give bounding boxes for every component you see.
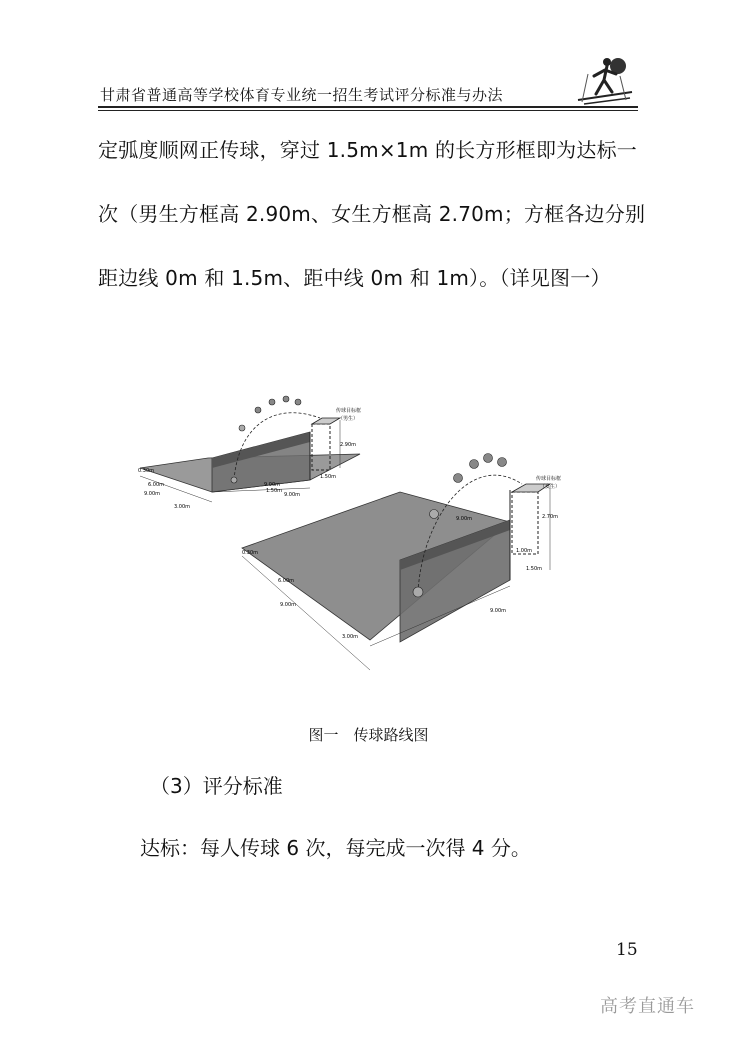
male-court-diagram bbox=[138, 396, 361, 510]
female-label-030: 0.30m bbox=[242, 550, 259, 556]
female-target-label: 传球目标框 bbox=[536, 476, 562, 482]
watermark: 高考直通车 bbox=[600, 996, 695, 1017]
header-rule-thin bbox=[98, 110, 638, 111]
female-height-label: 2.70m bbox=[542, 514, 559, 520]
male-label-900-net: 9.00m bbox=[264, 482, 281, 488]
male-label-150: 1.50m bbox=[266, 488, 283, 494]
section-title: （3）评分标准 bbox=[150, 774, 283, 798]
body-line-3: 距边线 0m 和 1.5m、距中线 0m 和 1m）。（详见图一） bbox=[98, 266, 611, 290]
male-target-tag: （男生） bbox=[338, 416, 359, 422]
page-number: 15 bbox=[616, 940, 638, 960]
female-label-600: 6.00m bbox=[278, 578, 295, 584]
pass-route-diagram bbox=[130, 380, 610, 680]
male-label-900-right: 9.00m bbox=[284, 492, 301, 498]
header-rule bbox=[98, 106, 638, 108]
body-line-1: 定弧度顺网正传球，穿过 1.5m×1m 的长方形框即为达标一 bbox=[98, 138, 637, 162]
female-court-diagram bbox=[242, 454, 561, 671]
male-height-label: 2.90m bbox=[340, 442, 357, 448]
male-label-030: 0.30m bbox=[138, 468, 155, 474]
skier-logo-icon bbox=[574, 54, 636, 106]
female-label-150: 1.50m bbox=[526, 566, 543, 572]
female-label-900-bottom: 9.00m bbox=[490, 608, 507, 614]
female-target-tag: （女生） bbox=[540, 484, 561, 490]
female-label-900-left: 9.00m bbox=[280, 602, 297, 608]
male-label-300: 3.00m bbox=[174, 504, 191, 510]
female-label-900-top: 9.00m bbox=[456, 516, 473, 522]
scoring-rule: 达标：每人传球 6 次，每完成一次得 4 分。 bbox=[140, 836, 531, 860]
figure-caption: 图一 传球路线图 bbox=[308, 726, 429, 744]
body-line-2: 次（男生方框高 2.90m、女生方框高 2.70m；方框各边分别 bbox=[98, 202, 646, 226]
header-title: 甘肃省普通高等学校体育专业统一招生考试评分标准与办法 bbox=[100, 86, 504, 104]
male-label-900-left: 9.00m bbox=[144, 491, 161, 497]
male-target-label: 传球目标框 bbox=[336, 408, 362, 414]
female-label-100: 1.00m bbox=[516, 548, 533, 554]
female-label-300: 3.00m bbox=[342, 634, 359, 640]
male-label-150-b: 1.50m bbox=[320, 474, 337, 480]
male-label-600: 6.00m bbox=[148, 482, 165, 488]
